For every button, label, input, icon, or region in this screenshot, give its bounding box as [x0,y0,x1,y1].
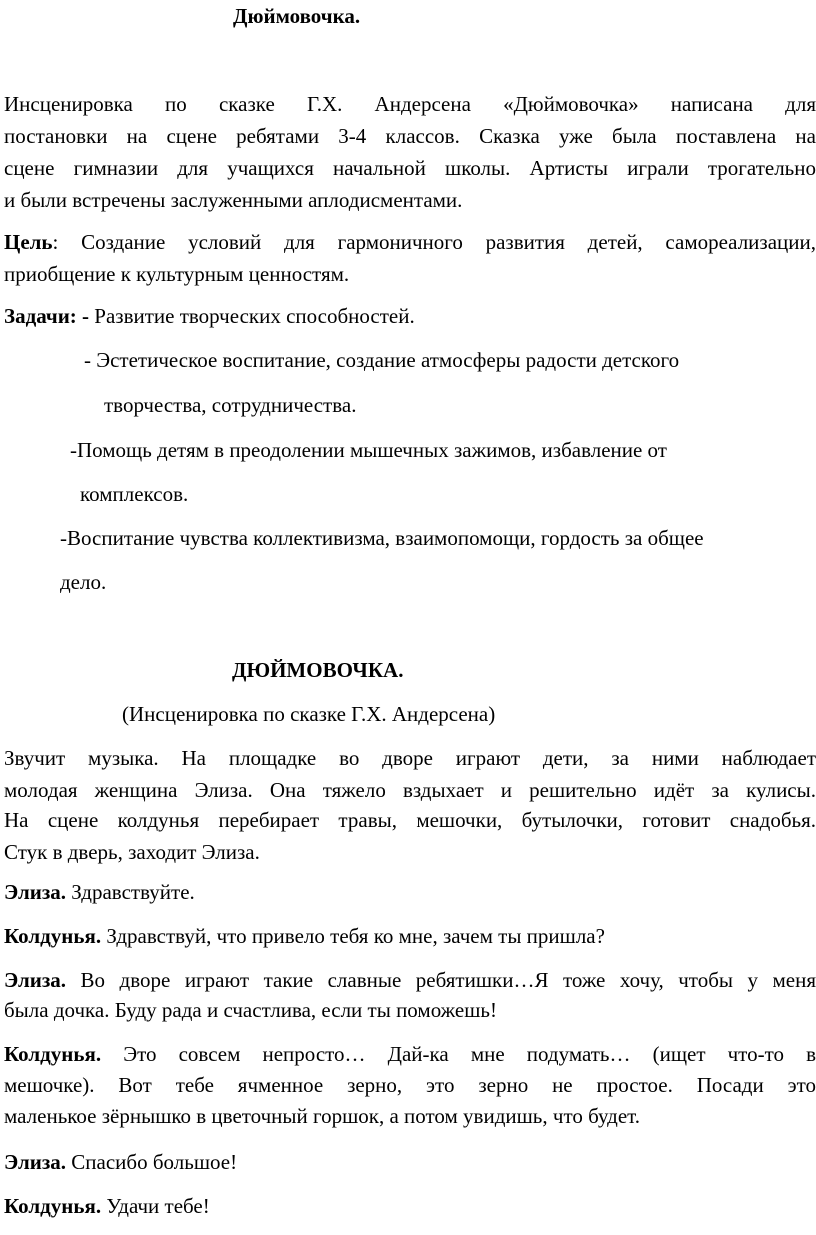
tasks-label: Задачи: - [4,304,90,328]
speaker-name: Элиза. [4,1150,67,1174]
tasks-line-1 [4,304,415,328]
intro-line-2: постановки на сцене ребятами 3-4 классов. Сказка уже была поставлена на [4,124,816,148]
goal-line-2: приобщение к культурным ценностям. [4,262,350,286]
speaker-name: Колдунья. [4,1042,102,1066]
tasks-item: творчества, сотрудничества. [104,393,357,417]
tasks-item: дело. [60,570,107,594]
goal-label: Цель [4,230,53,254]
dialogue-line: мешочке). Вот тебе ячменное зерно, это зерно не простое. Посади это [4,1073,816,1097]
intro-line-3: сцене гимназии для учащихся начальной школы. Артисты играли трогательно [4,156,816,180]
speaker-name: Колдунья. [4,1194,102,1218]
tasks-item: комплексов. [80,482,189,506]
play-title: ДЮЙМОВОЧКА. [232,658,404,682]
dialogue-line [4,1150,237,1174]
speech-text: Удачи тебе! [101,1194,210,1218]
speech-text: Здравствуйте. [66,880,195,904]
tasks-item: -Помощь детям в преодолении мышечных зажимов, избавление от [70,438,667,462]
play-subtitle: (Инсценировка по сказке Г.Х. Андерсена) [122,702,496,726]
tasks-first-item: Развитие творческих способностей. [89,304,415,328]
dialogue-line [4,1194,210,1218]
stage-direction-line: На сцене колдунья перебирает травы, мешочки, бутылочки, готовит снадобья. [4,808,816,832]
tasks-item: - Эстетическое воспитание, создание атмосферы радости детского [84,348,680,372]
document-title: Дюймовочка. [233,4,361,28]
dialogue-line [4,968,816,992]
dialogue-line [4,880,195,904]
tasks-item: -Воспитание чувства коллективизма, взаимопомощи, гордость за общее [60,526,704,550]
dialogue-line: была дочка. Буду рада и счастлива, если ты поможешь! [4,998,497,1022]
speaker-name: Элиза. [4,968,67,992]
speech-text: Во дворе играют такие славные ребятишки…Я тоже хочу, чтобы у меня [66,968,816,992]
intro-line-4: и были встречены заслуженными аплодисментами. [4,188,463,212]
goal-text: : Создание условий для гармоничного развития детей, самореализации, [52,230,816,254]
stage-direction-line: молодая женщина Элиза. Она тяжело вздыхает и решительно идёт за кулисы. [4,778,816,802]
stage-direction-line: Стук в дверь, заходит Элиза. [4,840,260,864]
speaker-name: Колдунья. [4,924,102,948]
speech-text: Здравствуй, что привело тебя ко мне, зачем ты пришла? [101,924,605,948]
dialogue-line [4,924,605,948]
dialogue-line: маленькое зёрнышко в цветочный горшок, а потом увидишь, что будет. [4,1104,641,1128]
speech-text: Спасибо большое! [66,1150,238,1174]
goal-line-1 [4,230,816,254]
stage-direction-line: Звучит музыка. На площадке во дворе играют дети, за ними наблюдает [4,746,816,770]
dialogue-line [4,1042,816,1066]
speaker-name: Элиза. [4,880,67,904]
speech-text: Это совсем непросто… Дай-ка мне подумать… (ищет что-то в [101,1042,816,1066]
intro-line-1: Инсценировка по сказке Г.Х. Андерсена «Дюймовочка» написана для [4,92,816,116]
